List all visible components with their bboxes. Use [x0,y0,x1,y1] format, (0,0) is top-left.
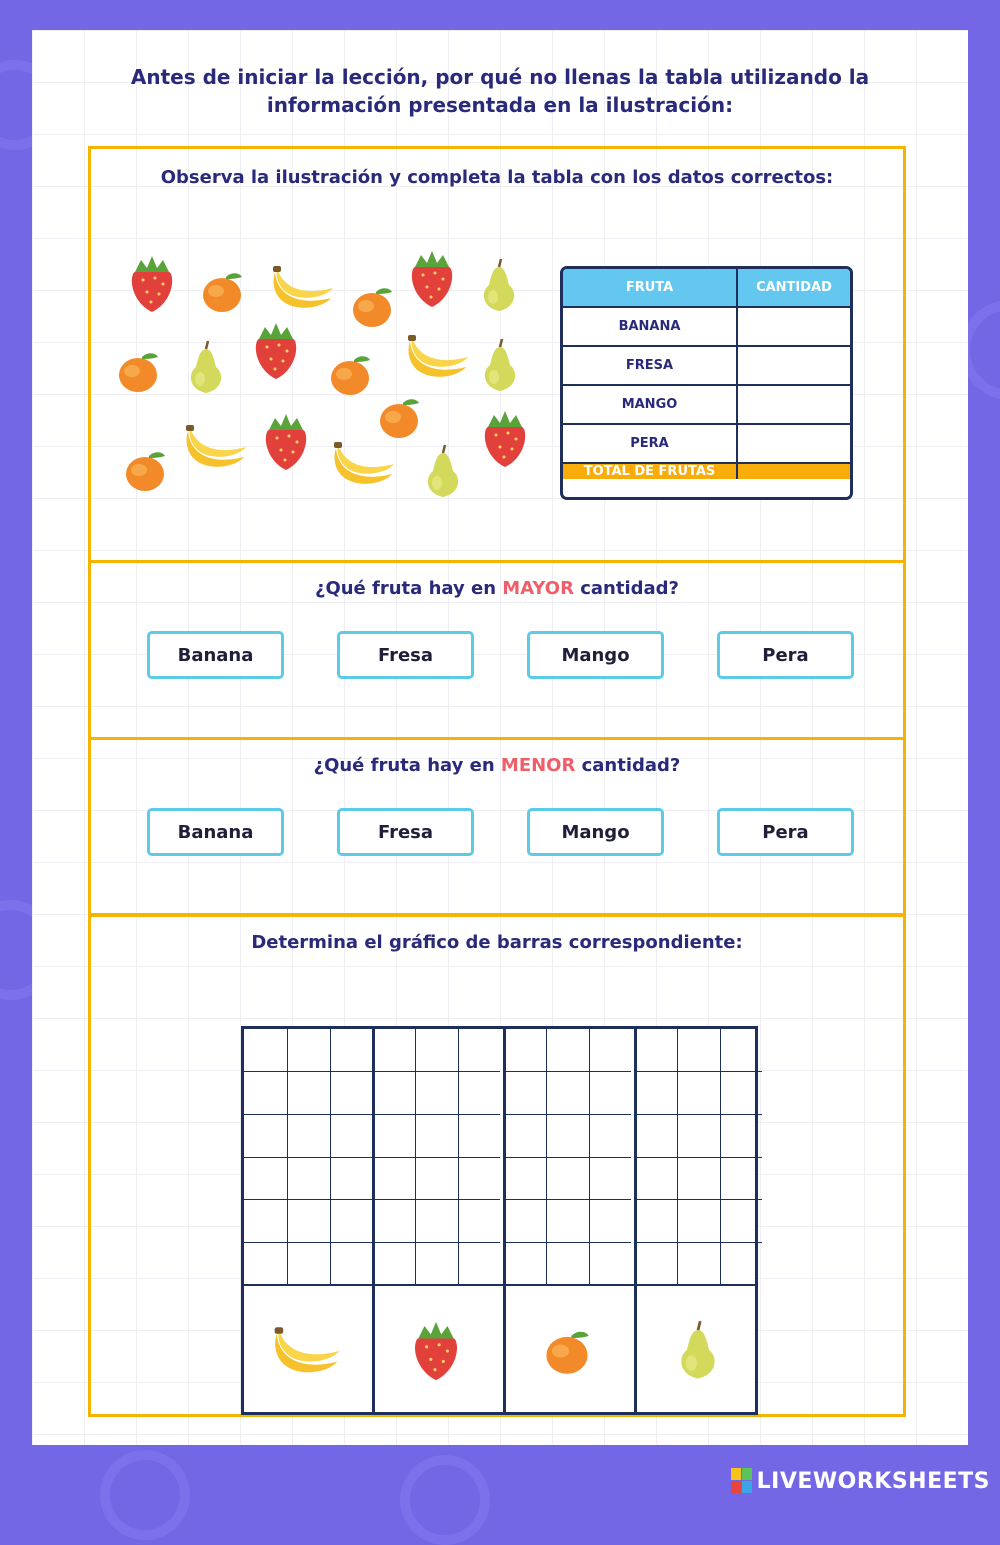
grid-line [503,1157,631,1158]
logo-text: LIVEWORKSHEETS [756,1468,990,1494]
table-header-quantity: CANTIDAD [756,280,832,295]
grid-line [503,1242,631,1243]
grid-line [503,1114,631,1115]
banana-icon [330,438,400,490]
mango-icon [198,267,246,315]
pear-icon [184,339,228,397]
worksheet-page [32,30,968,1445]
grid-line [244,1242,372,1243]
bar-chart-grid[interactable] [241,1026,758,1415]
option-banana-button[interactable]: Banana [147,808,284,856]
grid-line [634,1071,762,1072]
quantity-input-mango[interactable] [738,386,850,423]
option-mango-button[interactable]: Mango [527,631,664,679]
banana-icon [244,1291,372,1411]
option-banana-button[interactable]: Banana [147,631,284,679]
option-pera-button[interactable]: Pera [717,808,854,856]
table-cell-fruit-fresa: FRESA [563,347,738,384]
strawberry-icon [127,254,177,314]
section-most-fruit-title [91,578,903,599]
table-row [563,425,850,464]
table-header-row [563,269,850,308]
mango-icon [375,393,423,441]
table-cell-fruit-banana: BANANA [563,308,738,345]
strawberry-icon [261,412,311,472]
background-squiggle [100,1450,190,1540]
section-bar-chart [88,913,906,1417]
grid-line [372,1071,500,1072]
title-text: cantidad? [575,755,681,776]
grid-line [244,1199,372,1200]
section-least-fruit-title [91,755,903,776]
table-total-row [563,464,850,479]
table-row [563,347,850,386]
title-text: ¿Qué fruta hay en [313,755,501,776]
section-illustration [88,146,906,563]
mango-icon [326,350,374,398]
bar-column[interactable] [503,1029,631,1412]
banana-icon [404,331,474,383]
pear-icon [478,337,522,395]
strawberry-icon [480,409,530,469]
table-cell-fruit-mango: MANGO [563,386,738,423]
pear-icon [634,1291,762,1411]
quantity-input-pera[interactable] [738,425,850,462]
quantity-input-total[interactable] [738,464,850,479]
grid-line [634,1242,762,1243]
grid-line [634,1199,762,1200]
column-divider [372,1029,375,1412]
logo-icon [731,1468,753,1494]
bar-column[interactable] [372,1029,500,1412]
title-text: cantidad? [573,578,679,599]
bar-column[interactable] [634,1029,762,1412]
grid-line [634,1114,762,1115]
section-most-fruit [88,560,906,740]
grid-line [372,1242,500,1243]
section-illustration-title: Observa la ilustración y completa la tabla con los datos correctos: [160,167,834,188]
section-least-fruit [88,737,906,917]
pear-icon [421,443,465,501]
quantity-input-fresa[interactable] [738,347,850,384]
grid-line [372,1199,500,1200]
fruit-count-table [560,266,853,500]
intro-line-1: Antes de iniciar la lección, por qué no llenas la tabla utilizando la [130,65,870,89]
column-divider [503,1029,506,1412]
title-highlight: MAYOR [502,578,574,599]
grid-line [244,1114,372,1115]
strawberry-icon [372,1291,500,1411]
option-mango-button[interactable]: Mango [527,808,664,856]
grid-line [244,1157,372,1158]
mango-icon [503,1291,631,1411]
table-header-fruit: FRUTA [563,269,738,306]
quantity-input-banana[interactable] [738,308,850,345]
title-highlight: MENOR [500,755,576,776]
banana-icon [269,262,339,314]
grid-line [503,1199,631,1200]
liveworksheets-logo [731,1468,990,1494]
pear-icon [477,257,521,315]
mango-icon [114,347,162,395]
option-fresa-button[interactable]: Fresa [337,808,474,856]
intro-heading [72,63,928,119]
grid-line [634,1157,762,1158]
option-pera-button[interactable]: Pera [717,631,854,679]
banana-icon [182,421,252,473]
table-row [563,386,850,425]
option-fresa-button[interactable]: Fresa [337,631,474,679]
bar-column[interactable] [244,1029,372,1412]
table-row [563,308,850,347]
strawberry-icon [251,321,301,381]
grid-line [372,1157,500,1158]
grid-line [503,1071,631,1072]
table-total-label: TOTAL DE FRUTAS [563,464,738,479]
background-squiggle [400,1455,490,1545]
table-cell-fruit-pera: PERA [563,425,738,462]
section-bar-chart-title: Determina el gráfico de barras correspondiente: [251,932,743,953]
grid-line [244,1071,372,1072]
intro-line-2: información presentada en la ilustración: [266,93,734,117]
title-text: ¿Qué fruta hay en [315,578,503,599]
mango-icon [121,446,169,494]
grid-line [372,1114,500,1115]
strawberry-icon [407,249,457,309]
mango-icon [348,282,396,330]
column-divider [634,1029,637,1412]
